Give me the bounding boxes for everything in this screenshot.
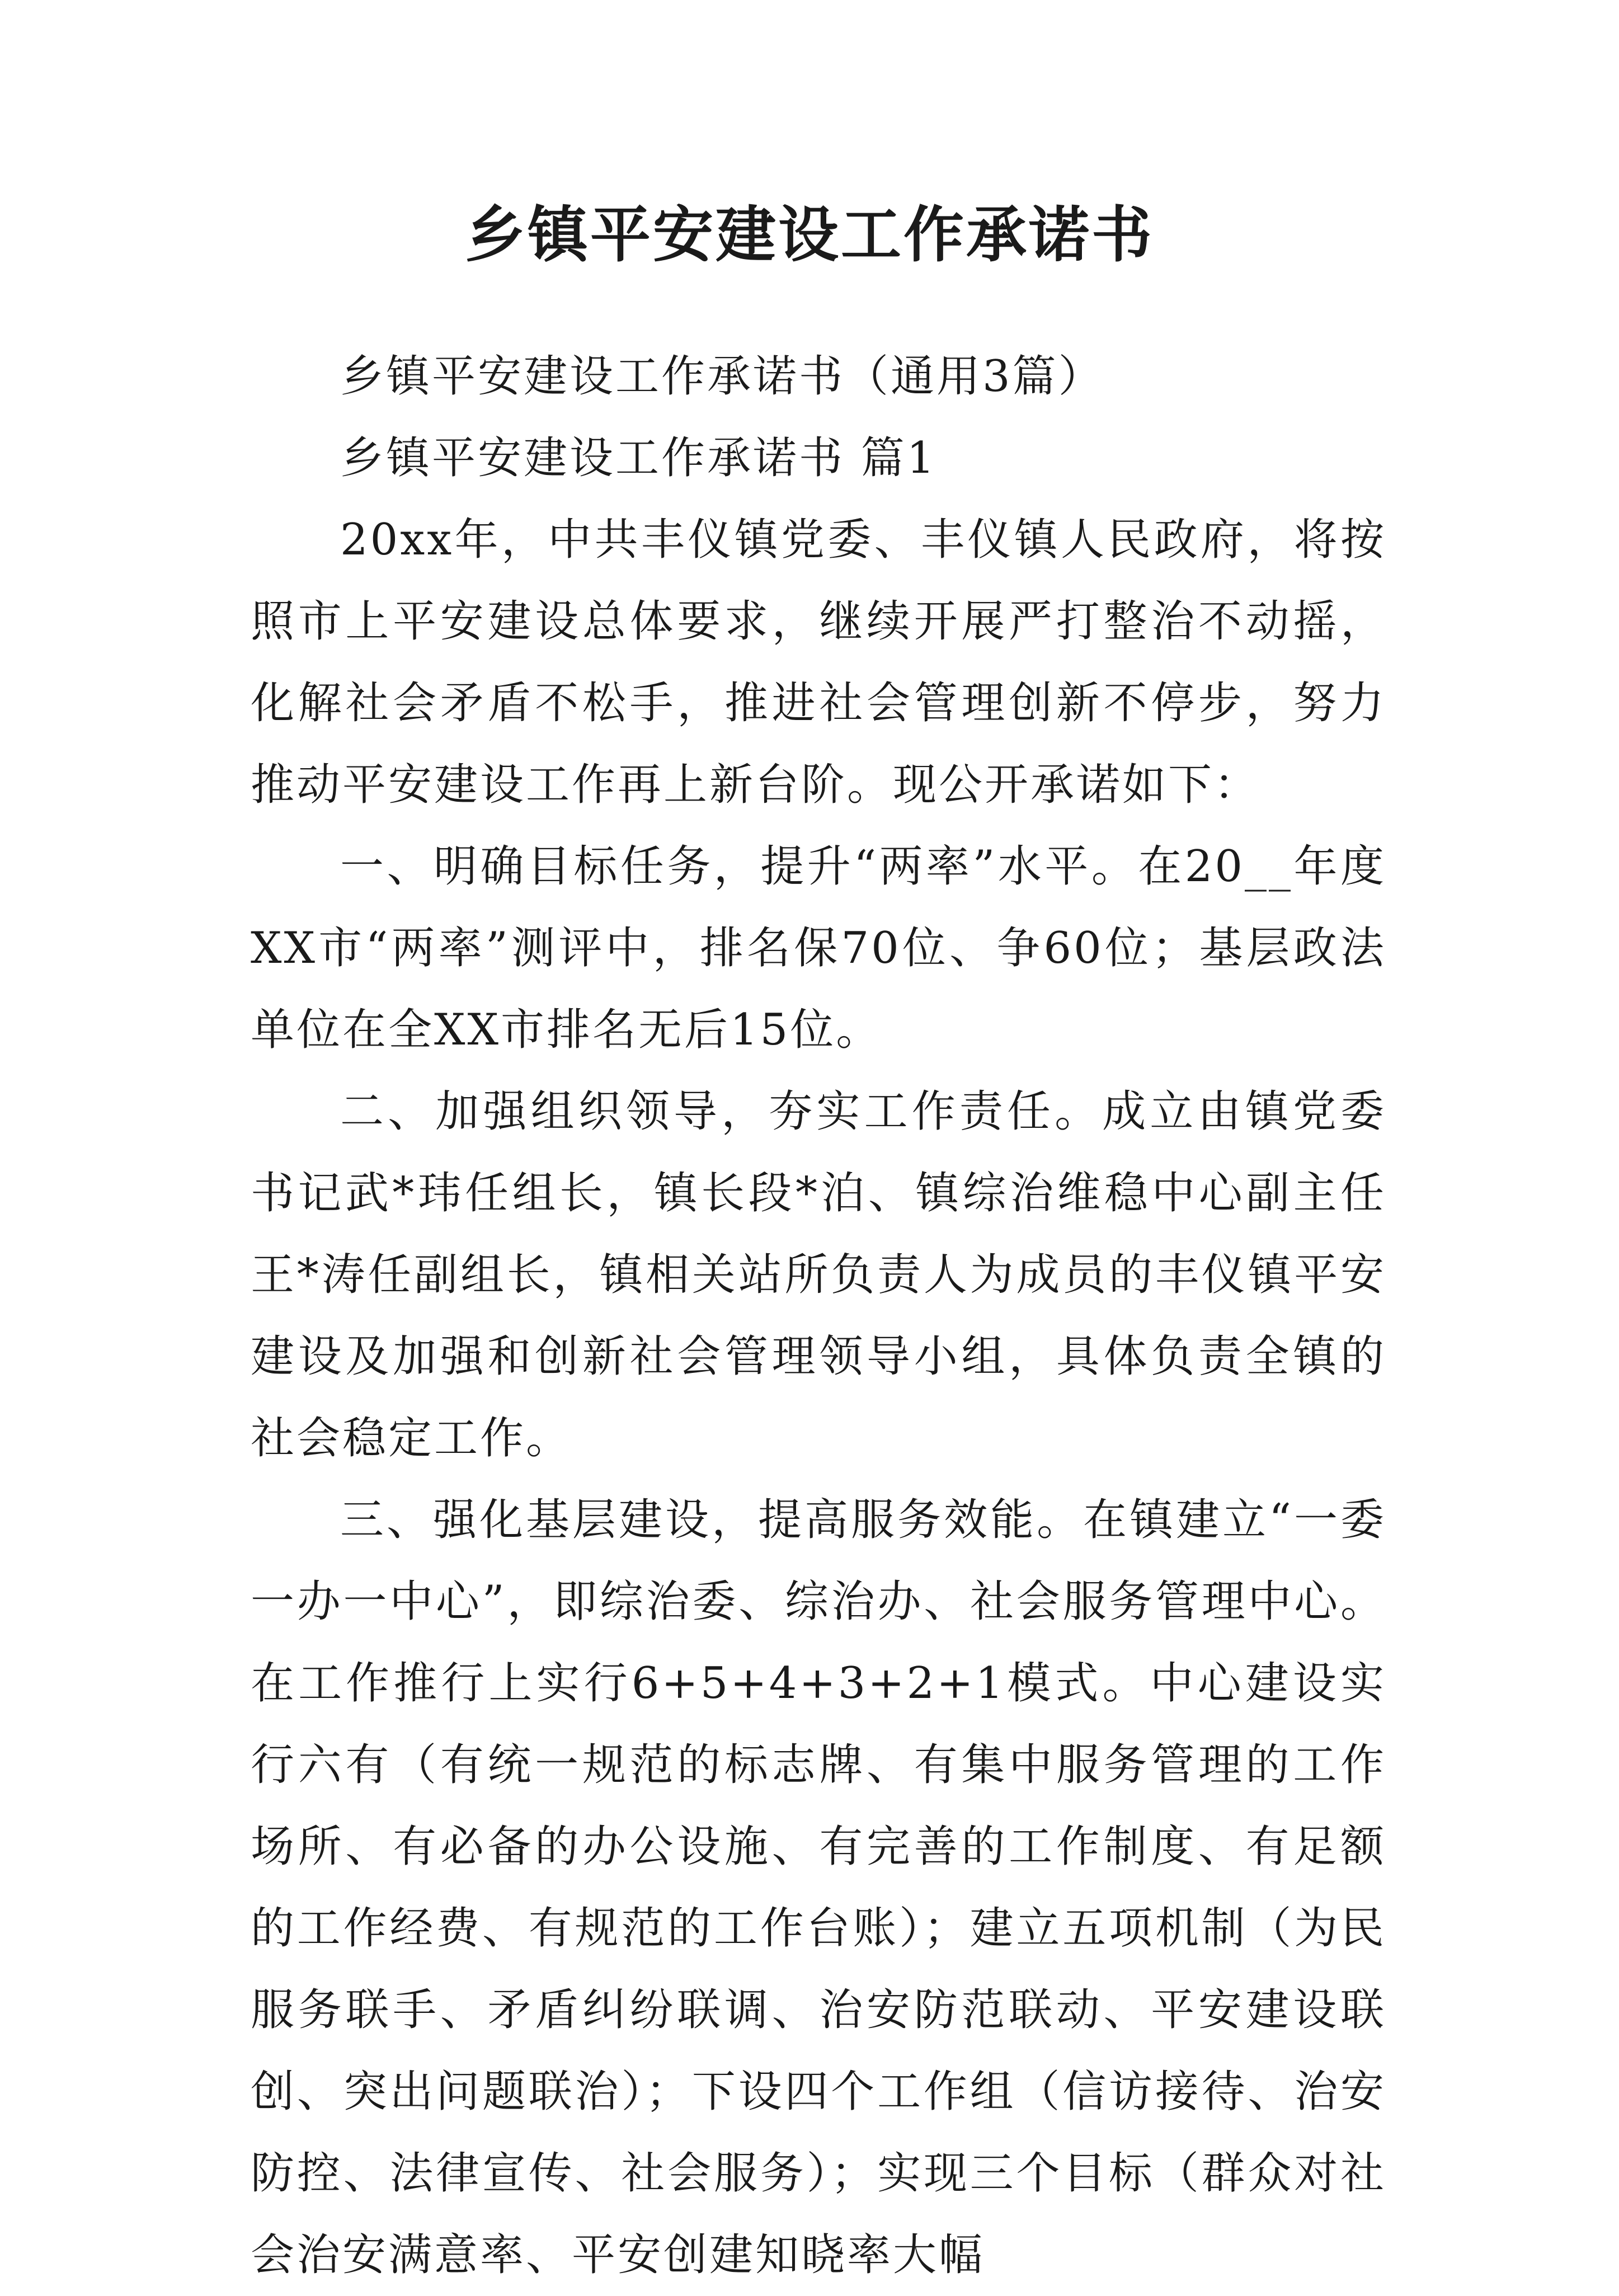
paragraph-intro: 20xx年，中共丰仪镇党委、丰仪镇人民政府，将按照市上平安建设总体要求，继续开展严打整治不动摇，化解社会矛盾不松手，推进社会管理创新不停步，努力推动平安建设工作再上新台阶。现公开承诺如下： xyxy=(251,515,1386,810)
paragraph-subtitle: 乡镇平安建设工作承诺书（通用3篇） xyxy=(340,351,1104,402)
document-body xyxy=(251,336,1386,2296)
paragraph-section-heading: 乡镇平安建设工作承诺书 篇1 xyxy=(340,433,937,483)
paragraph-item-3: 三、强化基层建设，提高服务效能。在镇建立“一委一办一中心”，即综治委、综治办、社会服务管理中心。在工作推行上实行6+5+4+3+2+1模式。中心建设实行六有（有统一规范的标志牌、有集中服务管理的工作场所、有必备的办公设施、有完善的工作制度、有足额的工作经费、有规范的工作台账）；建立五项机制（为民服务联手、矛盾纠纷联调、治安防范联动、平安建设联创、突出问题联治）；下设四个工作组（信访接待、治安防控、法律宣传、社会服务）；实现三个目标（群众对社会治安满意率、平安创建知晓率大幅 xyxy=(251,1495,1386,2280)
paragraph-item-2: 二、加强组织领导，夯实工作责任。成立由镇党委书记武*玮任组长，镇长段*泊、镇综治维稳中心副主任王*涛任副组长，镇相关站所负责人为成员的丰仪镇平安建设及加强和创新社会管理领导小组，具体负责全镇的社会稳定工作。 xyxy=(251,1086,1386,1464)
paragraph-item-1: 一、明确目标任务，提升“两率”水平。在20__年度XX市“两率”测评中，排名保70位、争60位；基层政法单位在全XX市排名无后15位。 xyxy=(251,841,1386,1055)
document-title: 乡镇平安建设工作承诺书 xyxy=(464,200,1154,270)
